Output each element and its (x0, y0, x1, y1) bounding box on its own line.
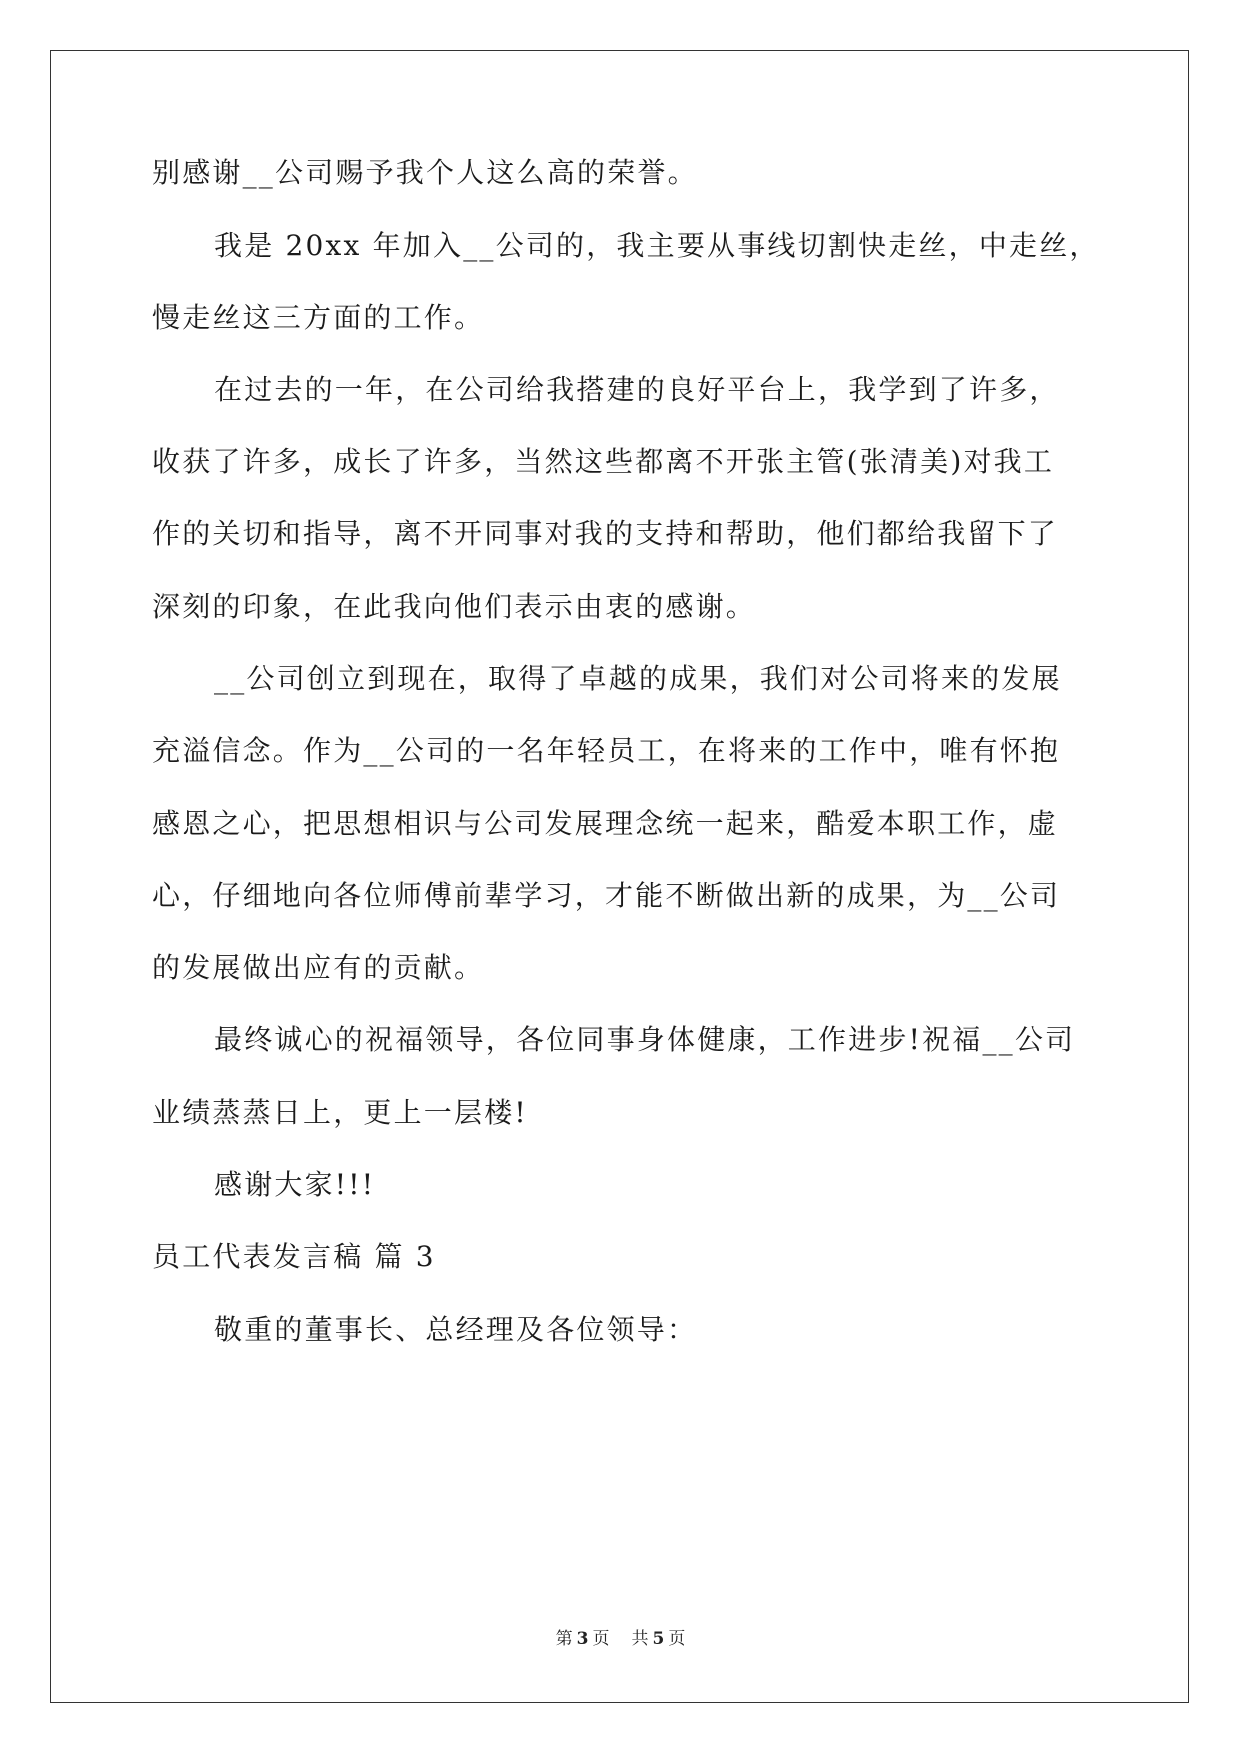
paragraph-line: 的发展做出应有的贡献。 (152, 951, 485, 984)
paragraph-line: 别感谢__公司赐予我个人这么高的荣誉。 (152, 156, 698, 189)
paragraph-line: 收获了许多，成长了许多，当然这些都离不开张主管(张清美)对我工 (152, 445, 1055, 478)
paragraph-line: 我是 20xx 年加入__公司的，我主要从事线切割快走丝，中走丝， (214, 229, 1100, 262)
footer-page-total: 5 (652, 1629, 665, 1649)
footer-total-prefix: 共 (631, 1629, 649, 1649)
footer-total-unit: 页 (668, 1629, 686, 1649)
paragraph-line: 心，仔细地向各位师傅前辈学习，才能不断做出新的成果，为__公司 (152, 879, 1061, 912)
paragraph-line: 作的关切和指导，离不开同事对我的支持和帮助，他们都给我留下了 (152, 517, 1059, 550)
paragraph-line: 业绩蒸蒸日上，更上一层楼! (152, 1096, 528, 1129)
paragraph-line: 在过去的一年，在公司给我搭建的良好平台上，我学到了许多， (214, 373, 1060, 406)
paragraph-line: 感恩之心，把思想相识与公司发展理念统一起来，酷爱本职工作，虚 (152, 807, 1059, 840)
paragraph-line: __公司创立到现在，取得了卓越的成果，我们对公司将来的发展 (214, 662, 1062, 695)
paragraph-line: 深刻的印象，在此我向他们表示由衷的感谢。 (152, 590, 757, 623)
salutation-line: 敬重的董事长、总经理及各位领导： (214, 1313, 698, 1346)
section-heading: 员工代表发言稿 篇 3 (152, 1240, 436, 1273)
page-footer (0, 1627, 1241, 1651)
paragraph-line: 感谢大家!!! (214, 1168, 376, 1201)
paragraph-line: 充溢信念。作为__公司的一名年轻员工，在将来的工作中，唯有怀抱 (152, 734, 1061, 767)
paragraph-line: 慢走丝这三方面的工作。 (152, 301, 485, 334)
footer-page-current: 3 (576, 1629, 589, 1649)
paragraph-line: 最终诚心的祝福领导，各位同事身体健康，工作进步!祝福__公司 (214, 1023, 1076, 1056)
footer-page-prefix: 第 (555, 1629, 573, 1649)
footer-page-unit: 页 (592, 1629, 610, 1649)
